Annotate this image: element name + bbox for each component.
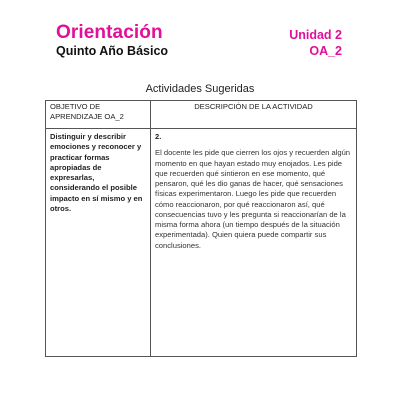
activity-text: El docente les pide que cierren los ojos y recuerden algún momento en que hayan estado muy enojados. Les pide que recuerden qué sintieron en ese momento, qué pensaron, qué les dio ganas de hacer, qué sensaciones físicas experimentaron. Luego les pide que recuerden cómo reaccionaron, por qué reaccionaron así, qué consecuencias tuvo y les pregunta si reaccionarían de la misma forma ahora (un tiempo después de la situación experimentada). Quien quiera puede compartir sus conclusiones. (155, 148, 351, 250)
activities-table (45, 100, 357, 357)
document-title: Orientación (56, 22, 163, 43)
oa-label: OA_2 (309, 44, 342, 58)
objective-column-header: OBJETIVO DE APRENDIZAJE OA_2 (46, 101, 151, 129)
activity-number: 2. (155, 132, 162, 141)
unit-label: Unidad 2 (289, 28, 342, 42)
description-column-header: DESCRIPCIÓN DE LA ACTIVIDAD (151, 101, 357, 129)
table-header-row (46, 101, 357, 129)
section-title: Actividades Sugeridas (145, 83, 255, 95)
grade-subtitle: Quinto Año Básico (56, 44, 169, 58)
table-row (46, 129, 357, 357)
objective-text: Distinguir y describir emociones y reconocer y practicar formas apropiadas de expresarlas, considerando el posible impacto en sí mismo y en otros. (50, 132, 143, 213)
description-cell (151, 129, 357, 357)
objective-cell (46, 129, 151, 357)
